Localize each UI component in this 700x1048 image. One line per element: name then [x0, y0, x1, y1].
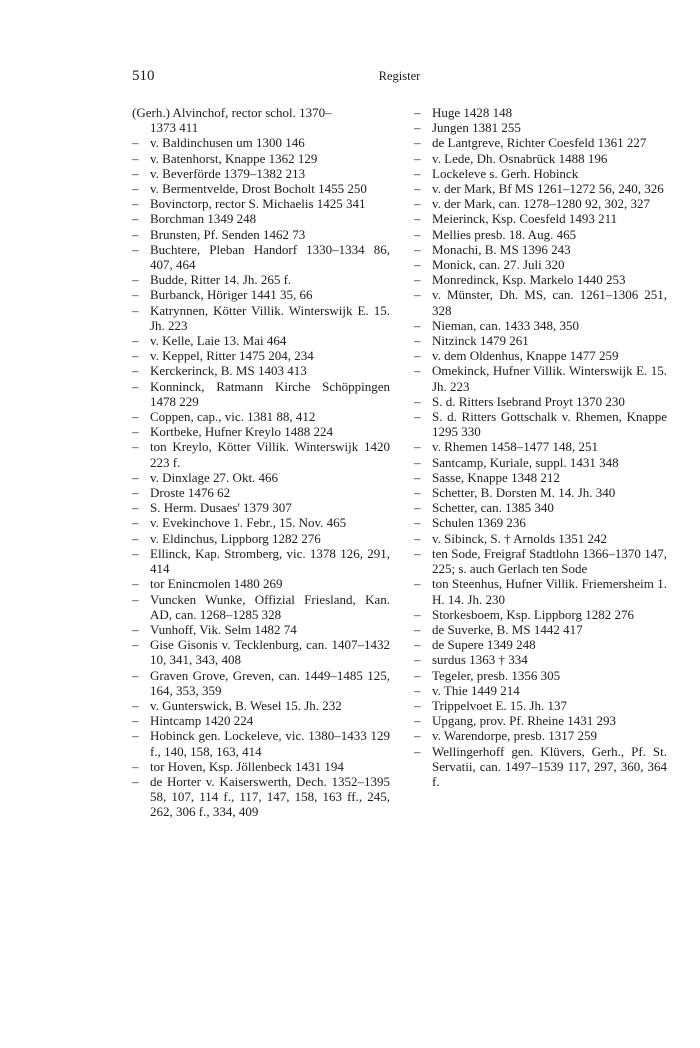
register-entry: – Katrynnen, Kötter Villik. Winterswijk E. 15. Jh. 223 — [132, 302, 390, 333]
register-entry: – Borchman 1349 248 — [132, 211, 257, 227]
register-entry: – Trippelvoet E. 15. Jh. 137 — [414, 697, 567, 713]
register-entry: – Meierinck, Ksp. Coesfeld 1493 211 — [414, 211, 618, 227]
register-entry: – Wellingerhoff gen. Klüvers, Gerh., Pf. St. Servatii, can. 1497–1539 117, 297, 360, 364 f. — [414, 743, 667, 789]
register-entry: – v. Baldinchusen um 1300 146 — [132, 135, 305, 151]
register-entry: – Upgang, prov. Pf. Rheine 1431 293 — [414, 713, 617, 729]
register-entry: – Nieman, can. 1433 348, 350 — [414, 317, 579, 333]
register-entry: – Schulen 1369 236 — [414, 515, 526, 531]
register-entry: – Storkesboem, Ksp. Lippborg 1282 276 — [414, 606, 634, 622]
register-entry: – v. der Mark, can. 1278–1280 92, 302, 327 — [414, 196, 650, 212]
register-entry: – v. dem Oldenhus, Knappe 1477 259 — [414, 348, 619, 364]
register-entry: – S. d. Ritters Gottschalk v. Rhemen, Knappe 1295 330 — [414, 409, 667, 440]
register-entry: – Kortbeke, Hufner Kreylo 1488 224 — [132, 424, 334, 440]
register-entry: – Vunhoff, Vik. Selm 1482 74 — [132, 621, 297, 637]
register-entry: – Gise Gisonis v. Tecklenburg, can. 1407–1432 10, 341, 343, 408 — [132, 637, 390, 668]
register-entry: – Nitzinck 1479 261 — [414, 333, 529, 349]
register-entry: – v. Dinxlage 27. Okt. 466 — [132, 469, 279, 485]
register-entry: – Monredinck, Ksp. Markelo 1440 253 — [414, 272, 626, 288]
register-entry: – Sasse, Knappe 1348 212 — [414, 469, 560, 485]
page-header — [132, 68, 667, 88]
register-entry: – v. Kelle, Laie 13. Mai 464 — [132, 333, 287, 349]
register-entry: – tor Enincmolen 1480 269 — [132, 576, 283, 592]
register-column-left — [132, 105, 390, 820]
register-entry: – Ellinck, Kap. Stromberg, vic. 1378 126, 291, 414 — [132, 545, 390, 577]
register-entry: – v. Beverförde 1379–1382 213 — [132, 165, 306, 181]
register-entry: – de Supere 1349 248 — [414, 637, 536, 653]
register-entry: – Tegeler, presb. 1356 305 — [414, 667, 561, 683]
register-entry: – tor Hoven, Ksp. Jöllenbeck 1431 194 — [132, 758, 344, 774]
register-entry: – Konninck, Ratmann Kirche Schöppingen 1478 229 — [132, 378, 390, 409]
register-entry: – ton Steenhus, Hufner Villik. Friemersheim 1. H. 14. Jh. 230 — [414, 576, 667, 607]
register-entry: – v. Warendorpe, presb. 1317 259 — [414, 728, 598, 744]
register-column-right — [414, 105, 667, 789]
register-entry: – Huge 1428 148 — [414, 105, 513, 120]
register-entry: – Lockeleve s. Gerh. Hobinck — [414, 165, 579, 181]
register-entry: – S. Herm. Dusaes' 1379 307 — [132, 500, 292, 516]
register-entry: – Budde, Ritter 14. Jh. 265 f. — [132, 272, 292, 288]
register-entry: – de Suverke, B. MS 1442 417 — [414, 621, 583, 637]
register-entry: – surdus 1363 † 334 — [414, 652, 528, 668]
register-entry: – ten Sode, Freigraf Stadtlohn 1366–1370 147, 225; s. auch Gerlach ten Sode — [414, 545, 667, 577]
register-entry: – Burbanck, Höriger 1441 35, 66 — [132, 287, 313, 303]
register-entry: – Santcamp, Kuriale, suppl. 1431 348 — [414, 454, 619, 470]
register-entry: – Buchtere, Pleban Handorf 1330–1334 86, 407, 464 — [132, 241, 390, 273]
register-entry: – de Horter v. Kaiserswerth, Dech. 1352–1395 58, 107, 114 f., 117, 147, 158, 163 ff., 245, 262, 306 f., 334, 409 — [132, 773, 390, 820]
register-entry: – Coppen, cap., vic. 1381 88, 412 — [132, 409, 316, 425]
register-entry: – v. Sibinck, S. † Arnolds 1351 242 — [414, 530, 608, 546]
register-entry: – v. Keppel, Ritter 1475 204, 234 — [132, 348, 314, 364]
register-entry: – Mellies presb. 18. Aug. 465 — [414, 226, 577, 242]
register-entry: – Omekinck, Hufner Villik. Winterswijk E. 15. Jh. 223 — [414, 363, 667, 394]
register-entry: – de Lantgreve, Richter Coesfeld 1361 227 — [414, 135, 647, 151]
register-entry: – Monachi, B. MS 1396 243 — [414, 241, 571, 257]
register-entry: – v. Bermentvelde, Drost Bocholt 1455 250 — [132, 181, 367, 197]
register-entry: – v. Münster, Dh. MS, can. 1261–1306 251, 328 — [414, 287, 667, 318]
register-entry: – Bovinctorp, rector S. Michaelis 1425 341 — [132, 196, 366, 212]
register-entry: – ton Kreylo, Kötter Villik. Winterswijk 1420 223 f. — [132, 439, 390, 470]
register-entry: – Schetter, B. Dorsten M. 14. Jh. 340 — [414, 485, 616, 501]
register-entry: – Monick, can. 27. Juli 320 — [414, 257, 565, 273]
register-entry: – Jungen 1381 255 — [414, 120, 521, 136]
register-entry: – Hintcamp 1420 224 — [132, 713, 254, 729]
register-entry: – v. Lede, Dh. Osnabrück 1488 196 — [414, 150, 608, 166]
running-title: Register — [378, 69, 421, 83]
register-entry: – v. Batenhorst, Knappe 1362 129 — [132, 150, 318, 166]
register-entry: – v. Thie 1449 214 — [414, 682, 520, 698]
register-entry: – Vuncken Wunke, Offizial Friesland, Kan. AD, can. 1268–1285 328 — [132, 591, 390, 622]
register-entry: – Brunsten, Pf. Senden 1462 73 — [132, 226, 306, 242]
page-number: 510 — [132, 68, 155, 84]
register-entry: – Kerckerinck, B. MS 1403 413 — [132, 363, 307, 379]
register-entry: – Schetter, can. 1385 340 — [414, 500, 554, 516]
register-entry: – v. der Mark, Bf MS 1261–1272 56, 240, 326 — [414, 181, 664, 197]
register-entry: – v. Eldinchus, Lippborg 1282 276 — [132, 530, 321, 546]
register-entry: – Graven Grove, Greven, can. 1449–1485 125, 164, 353, 359 — [132, 667, 390, 698]
register-entry: (Gerh.) Alvinchof, rector schol. 1370– 1373 411 — [132, 105, 332, 136]
register-entry: – Droste 1476 62 — [132, 485, 231, 501]
register-entry: – Hobinck gen. Lockeleve, vic. 1380–1433 129 f., 140, 158, 163, 414 — [132, 728, 390, 759]
register-entry: – v. Rhemen 1458–1477 148, 251 — [414, 439, 598, 455]
register-entry: – S. d. Ritters Isebrand Proyt 1370 230 — [414, 393, 625, 409]
register-entry: – v. Gunterswick, B. Wesel 15. Jh. 232 — [132, 697, 342, 713]
register-entry: – v. Evekinchove 1. Febr., 15. Nov. 465 — [132, 515, 347, 531]
